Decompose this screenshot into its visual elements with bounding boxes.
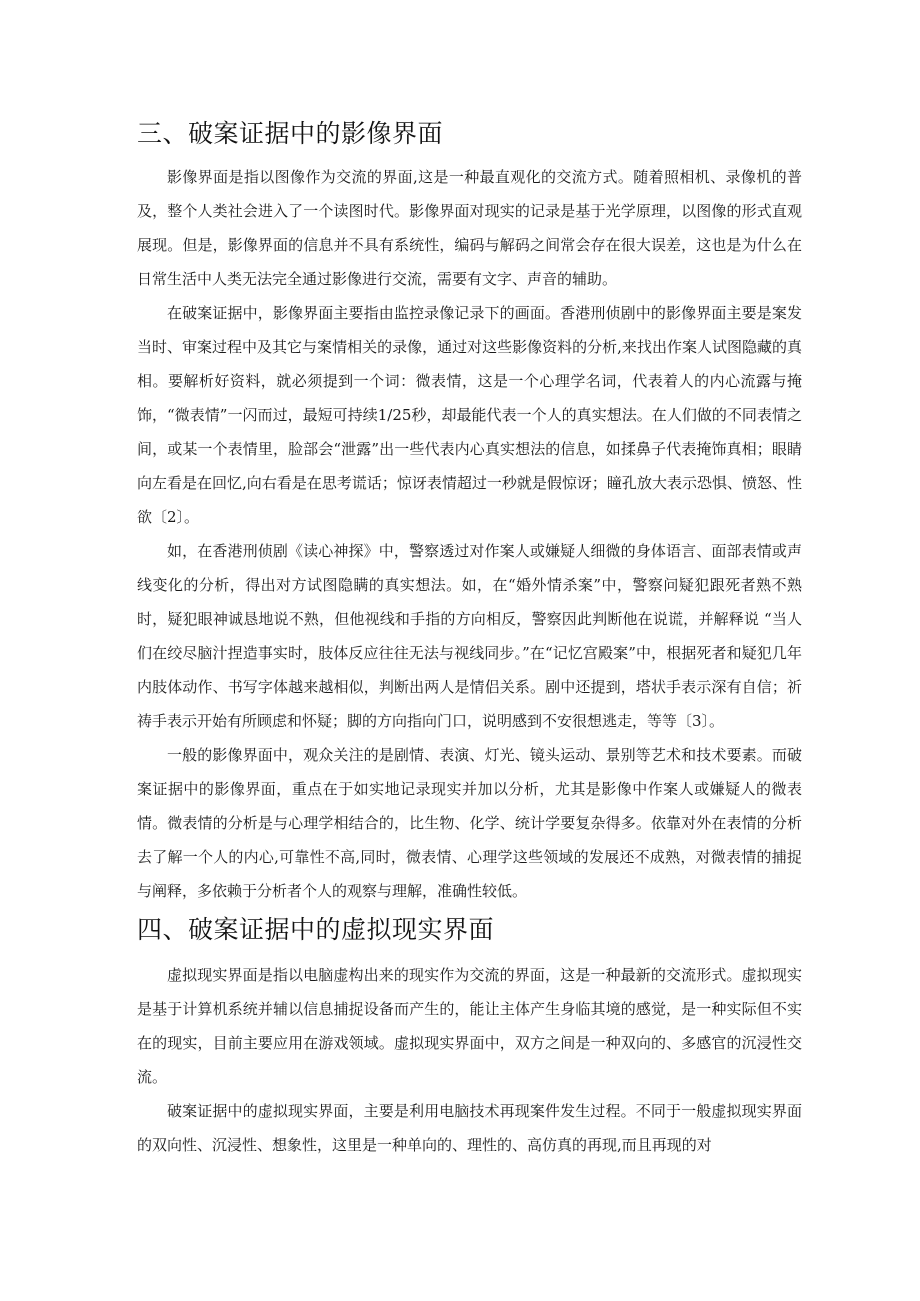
section-4-paragraph-1: 虚拟现实界面是指以电脑虚构出来的现实作为交流的界面，这是一种最新的交流形式。虚拟现实是基于计算机系统并辅以信息捕捉设备而产生的，能让主体产生身临其境的感觉，是一种实际但不实在的现实，目前主要应用在游戏领域。虚拟现实界面中，双方之间是一种双向的、多感官的沉浸性交流。 xyxy=(137,966,802,1086)
section-3-paragraph-2: 在破案证据中，影像界面主要指由监控录像记录下的画面。香港刑侦剧中的影像界面主要是案发当时、审案过程中及其它与案情相关的录像，通过对这些影像资料的分析,来找出作案人试图隐藏的真相。要解析好资料，就必须提到一个词：微表情，这是一个心理学名词，代表着人的内心流露与掩饰，“微表情”一闪而过，最短可持续1/25秒，却最能代表一个人的真实想法。在人们做的不同表情之间，或某一个表情里，脸部会“泄露”出一些代表内心真实想法的信息，如揉鼻子代表掩饰真相；眼睛向左看是在回忆,向右看是在思考谎话；惊讶表情超过一秒就是假惊讶；瞳孔放大表示恐惧、愤怒、性欲〔2〕。 xyxy=(137,304,802,526)
section-4-heading: 四、破案证据中的虚拟现实界面 xyxy=(137,915,495,944)
section-3-paragraph-4: 一般的影像界面中，观众关注的是剧情、表演、灯光、镜头运动、景别等艺术和技术要素。而破案证据中的影像界面，重点在于如实地记录现实并加以分析，尤其是影像中作案人或嫌疑人的微表情。微表情的分析是与心理学相结合的，比生物、化学、统计学要复杂得多。依靠对外在表情的分析去了解一个人的内心,可靠性不高,同时，微表情、心理学这些领域的发展还不成熟，对微表情的捕捉与阐释，多依赖于分析者个人的观察与理解，准确性较低。 xyxy=(137,746,802,900)
section-4-paragraph-2: 破案证据中的虚拟现实界面，主要是利用电脑技术再现案件发生过程。不同于一般虚拟现实界面的双向性、沉浸性、想象性，这里是一种单向的、理性的、高仿真的再现,而且再现的对 xyxy=(137,1102,802,1154)
section-3-heading: 三、破案证据中的影像界面 xyxy=(137,119,444,148)
section-3-paragraph-1: 影像界面是指以图像作为交流的界面,这是一种最直观化的交流方式。随着照相机、录像机的普及，整个人类社会进入了一个读图时代。影像界面对现实的记录是基于光学原理，以图像的形式直观展现。但是，影像界面的信息并不具有系统性，编码与解码之间常会存在很大误差，这也是为什么在日常生活中人类无法完全通过影像进行交流，需要有文字、声音的辅助。 xyxy=(137,168,802,288)
section-3-paragraph-3: 如，在香港刑侦剧《读心神探》中，警察透过对作案人或嫌疑人细微的身体语言、面部表情或声线变化的分析，得出对方试图隐瞒的真实想法。如，在“婚外情杀案”中，警察问疑犯跟死者熟不熟时，疑犯眼神诚恳地说不熟，但他视线和手指的方向相反，警察因此判断他在说谎，并解释说 “当人们在绞尽脑汁捏造事实时，肢体反应往往无法与视线同步。”在“记忆宫殿案”中，根据死者和疑犯几年内肢体动作、书写字体越来越相似，判断出两人是情侣关系。剧中还提到，塔状手表示深有自信；祈祷手表示开始有所顾虑和怀疑；脚的方向指向门口，说明感到不安很想逃走，等等〔3〕。 xyxy=(137,542,802,730)
